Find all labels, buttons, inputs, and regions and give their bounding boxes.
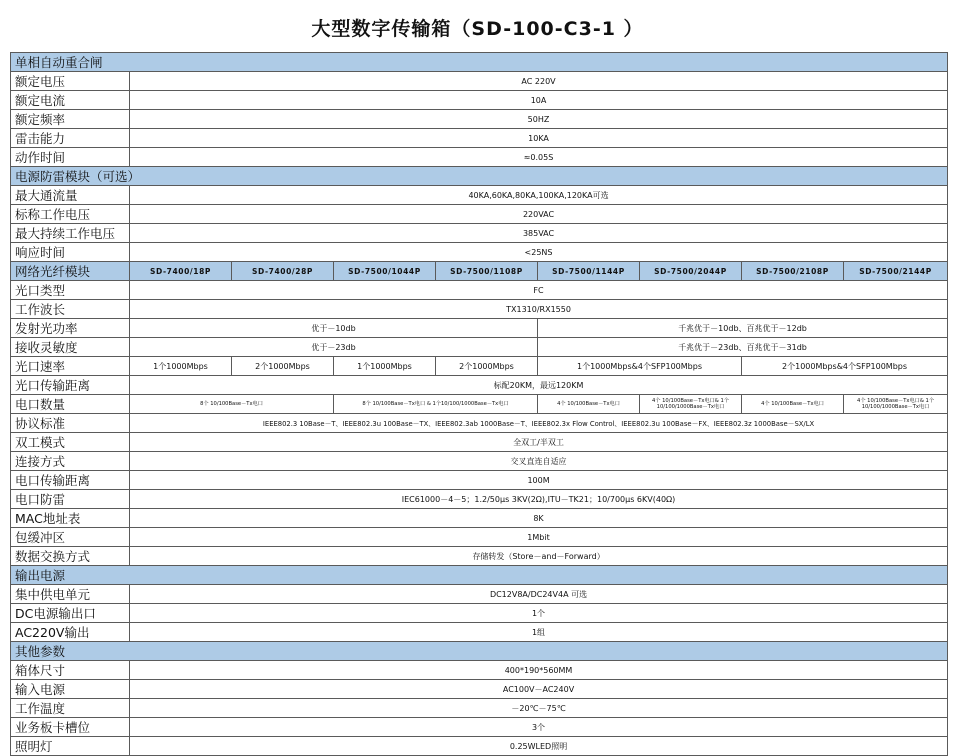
- row-label: 光口类型: [11, 281, 130, 300]
- table-row: [11, 509, 948, 528]
- row-label: 输入电源: [11, 680, 130, 699]
- section-title: 其他参数: [11, 642, 948, 661]
- row-value: 1个: [130, 604, 948, 623]
- row-label: 动作时间: [11, 148, 130, 167]
- table-row: [11, 205, 948, 224]
- table-row: [11, 376, 948, 395]
- row-value: 4个 10/100Base－Tx电口& 1个 10/100/1000Base－Tx电口: [844, 395, 948, 414]
- row-value: 0.25WLED照明: [130, 737, 948, 756]
- row-value: 3个: [130, 718, 948, 737]
- row-label: 光口传输距离: [11, 376, 130, 395]
- section-title: 输出电源: [11, 566, 948, 585]
- row-value: 交叉直连自适应: [130, 452, 948, 471]
- table-row: [11, 338, 948, 357]
- table-row: [11, 357, 948, 376]
- model-header: SD-7500/1144P: [538, 262, 640, 281]
- row-value: 400*190*560MM: [130, 661, 948, 680]
- table-row: [11, 300, 948, 319]
- row-value: IEC61000－4－5；1.2/50μs 3KV(2Ω),ITU－TK21；10/700μs 6KV(40Ω): [130, 490, 948, 509]
- table-row: [11, 623, 948, 642]
- row-value: 8个 10/100Base－Tx电口: [130, 395, 334, 414]
- section-title: 网络光纤模块: [11, 262, 130, 281]
- row-label: 标称工作电压: [11, 205, 130, 224]
- table-row: [11, 547, 948, 566]
- row-value: FC: [130, 281, 948, 300]
- row-value: 8K: [130, 509, 948, 528]
- row-value: 8个 10/100Base－Tx电口 & 1个10/100/1000Base－Tx电口: [334, 395, 538, 414]
- model-header: SD-7500/2044P: [640, 262, 742, 281]
- row-value: 4个 10/100Base－Tx电口& 1个 10/100/1000Base－Tx电口: [640, 395, 742, 414]
- row-value: 标配20KM，最远120KM: [130, 376, 948, 395]
- row-label: 照明灯: [11, 737, 130, 756]
- table-row: [11, 471, 948, 490]
- table-row: [11, 528, 948, 547]
- row-label: 额定电压: [11, 72, 130, 91]
- row-value: 存储转发（Store－and－Forward）: [130, 547, 948, 566]
- row-label: 数据交换方式: [11, 547, 130, 566]
- row-value: 40KA,60KA,80KA,100KA,120KA可选: [130, 186, 948, 205]
- row-label: AC220V输出: [11, 623, 130, 642]
- row-value: 1个1000Mbps: [130, 357, 232, 376]
- row-value: 优于－23db: [130, 338, 538, 357]
- table-row: [11, 452, 948, 471]
- table-row: [11, 319, 948, 338]
- row-label: 双工模式: [11, 433, 130, 452]
- table-row: [11, 490, 948, 509]
- section-header: [11, 262, 948, 281]
- row-label: 最大通流量: [11, 186, 130, 205]
- row-label: 工作温度: [11, 699, 130, 718]
- row-label: 光口速率: [11, 357, 130, 376]
- row-label: 包缓冲区: [11, 528, 130, 547]
- row-value: 2个1000Mbps&4个SFP100Mbps: [742, 357, 948, 376]
- row-value: 1个1000Mbps&4个SFP100Mbps: [538, 357, 742, 376]
- row-value: IEEE802.3 10Base－T、IEEE802.3u 100Base－TX、IEEE802.3ab 1000Base－T、IEEE802.3x Flow Control、IEEE802.3u 100Base－FX、IEEE802.3z 1000Base－SX/LX: [130, 414, 948, 433]
- row-value: 千兆优于－23db、百兆优于－31db: [538, 338, 948, 357]
- row-value: 千兆优于－10db、百兆优于－12db: [538, 319, 948, 338]
- row-value: 220VAC: [130, 205, 948, 224]
- row-value: 10A: [130, 91, 948, 110]
- table-row: [11, 661, 948, 680]
- row-label: 发射光功率: [11, 319, 130, 338]
- section-header: [11, 566, 948, 585]
- row-label: 雷击能力: [11, 129, 130, 148]
- row-label: 电口防雷: [11, 490, 130, 509]
- table-row: [11, 72, 948, 91]
- row-value: TX1310/RX1550: [130, 300, 948, 319]
- table-row: [11, 585, 948, 604]
- section-title: 电源防雷模块（可选）: [11, 167, 948, 186]
- spec-table: [10, 52, 948, 756]
- table-row: [11, 680, 948, 699]
- table-row: [11, 186, 948, 205]
- table-row: [11, 718, 948, 737]
- row-label: DC电源输出口: [11, 604, 130, 623]
- row-value: ≈0.05S: [130, 148, 948, 167]
- row-label: 协议标准: [11, 414, 130, 433]
- table-row: [11, 414, 948, 433]
- table-row: [11, 243, 948, 262]
- row-label: 连接方式: [11, 452, 130, 471]
- section-header: [11, 642, 948, 661]
- table-row: [11, 604, 948, 623]
- row-label: 额定频率: [11, 110, 130, 129]
- row-value: 1Mbit: [130, 528, 948, 547]
- row-value: 4个 10/100Base－Tx电口: [742, 395, 844, 414]
- page-title: 大型数字传输箱（SD-100-C3-1 ）: [311, 18, 644, 40]
- table-row: [11, 433, 948, 452]
- table-row: [11, 129, 948, 148]
- row-value: 优于－10db: [130, 319, 538, 338]
- row-label: 箱体尺寸: [11, 661, 130, 680]
- table-row: [11, 737, 948, 756]
- row-value: －20℃－75℃: [130, 699, 948, 718]
- model-header: SD-7500/2144P: [844, 262, 948, 281]
- table-row: [11, 699, 948, 718]
- row-label: MAC地址表: [11, 509, 130, 528]
- row-value: AC100V－AC240V: [130, 680, 948, 699]
- row-value: 10KA: [130, 129, 948, 148]
- row-value: 1组: [130, 623, 948, 642]
- table-row: [11, 91, 948, 110]
- model-header: SD-7500/2108P: [742, 262, 844, 281]
- section-header: [11, 167, 948, 186]
- row-value: 全双工/半双工: [130, 433, 948, 452]
- row-value: 100M: [130, 471, 948, 490]
- section-title: 单相自动重合闸: [11, 53, 948, 72]
- row-label: 业务板卡槽位: [11, 718, 130, 737]
- row-value: 385VAC: [130, 224, 948, 243]
- row-label: 工作波长: [11, 300, 130, 319]
- row-label: 响应时间: [11, 243, 130, 262]
- model-header: SD-7500/1108P: [436, 262, 538, 281]
- row-value: AC 220V: [130, 72, 948, 91]
- row-label: 额定电流: [11, 91, 130, 110]
- model-header: SD-7500/1044P: [334, 262, 436, 281]
- table-row: [11, 224, 948, 243]
- row-value: 2个1000Mbps: [436, 357, 538, 376]
- row-value: 1个1000Mbps: [334, 357, 436, 376]
- table-row: [11, 395, 948, 414]
- row-value: <25NS: [130, 243, 948, 262]
- table-row: [11, 110, 948, 129]
- row-label: 集中供电单元: [11, 585, 130, 604]
- model-header: SD-7400/28P: [232, 262, 334, 281]
- row-value: DC12V8A/DC24V4A 可选: [130, 585, 948, 604]
- row-label: 电口数量: [11, 395, 130, 414]
- row-label: 最大持续工作电压: [11, 224, 130, 243]
- model-header: SD-7400/18P: [130, 262, 232, 281]
- row-label: 电口传输距离: [11, 471, 130, 490]
- row-value: 2个1000Mbps: [232, 357, 334, 376]
- row-value: 4个 10/100Base－Tx电口: [538, 395, 640, 414]
- table-row: [11, 281, 948, 300]
- section-header: [11, 53, 948, 72]
- row-value: 50HZ: [130, 110, 948, 129]
- row-label: 接收灵敏度: [11, 338, 130, 357]
- table-row: [11, 148, 948, 167]
